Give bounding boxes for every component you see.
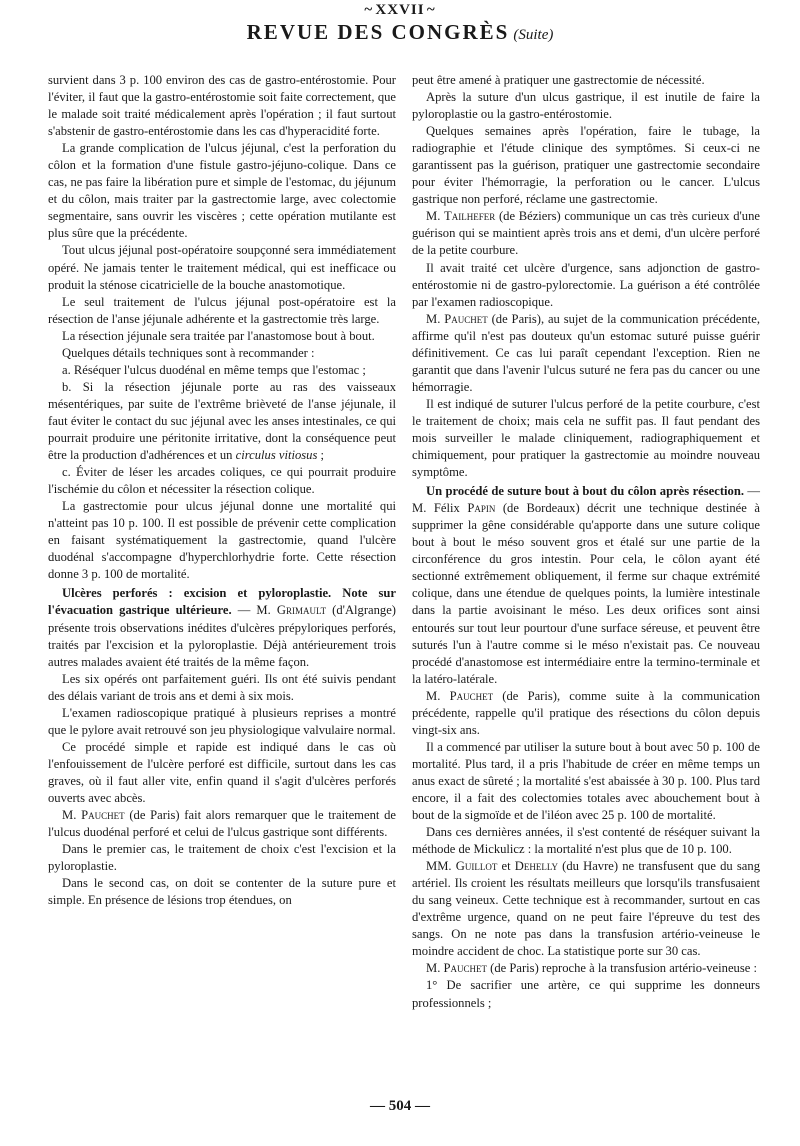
page-number: — 504 —	[370, 1098, 430, 1114]
ornament-left-icon: ~	[364, 2, 376, 18]
paragraph: Quelques semaines après l'opération, faire le tubage, la radiographie et l'étude clinique des symptômes. Si ceux-ci ne garantissent pas la guérison, pratiquer une gastrectomie secondaire pour éviter l'hémorragie, la perforation ou le cancer. L'ulcus gastrique non perforé, réclame une gastrectomie.	[412, 124, 760, 207]
paragraph: Après la suture d'un ulcus gastrique, il est inutile de faire la pyloroplastie ou la gastro-entérostomie.	[412, 90, 760, 122]
author-name: Guillot	[455, 859, 498, 874]
paragraph: 1° De sacrifier une artère, ce qui supprime les donneurs professionnels ;	[412, 978, 760, 1010]
paragraph: c. Éviter de léser les arcades coliques, ce qui pourrait produire l'ischémie du côlon et nécessiter la résection colique.	[48, 465, 396, 497]
ornament-right-icon: ~	[424, 2, 436, 18]
paragraph: La grande complication de l'ulcus jéjunal, c'est la perforation du côlon et la formation d'une fistule gastro-jéjuno-colique. Dans ce cas, ne pas faire la libération pure et simple de l'estomac, du jéjunum et du côlon, mais traiter par la gastrectomie large, avec colectomie segmentaire, sans ouvrir les viscères ; cette opération mutilante est plus sûre que la précédente.	[48, 141, 396, 241]
paragraph: Le seul traitement de l'ulcus jéjunal post-opératoire est la résection de l'anse jéjunale adhérente et la gastrectomie très large.	[48, 294, 396, 326]
paragraph: Tout ulcus jéjunal post-opératoire soupçonné sera immédiatement opéré. Ne jamais tenter le traitement médical, qui est inefficace ou produit la sténose cicatricielle de la bouche anastomotique.	[48, 243, 396, 292]
paragraph: peut être amené à pratiquer une gastrectomie de nécessité.	[412, 73, 705, 87]
paragraph: L'examen radioscopique pratiqué à plusieurs reprises a montré que le pylore avait retrouvé son jeu physiologique valvulaire normal.	[48, 705, 396, 737]
latin-term: circulus vitiosus	[235, 448, 318, 463]
author-name: Pauchet	[443, 961, 488, 976]
paragraph: Ce procédé simple et rapide est indiqué dans le cas où l'enfouissement de l'ulcère perforé est difficile, surtout dans les cas graves, où il faut aller vite, enfin quand il s'agit d'ulcères perforés ouverts avec abcès.	[48, 739, 396, 805]
section-heading: Ulcères perforés : excision et pyloroplastie. Note sur l'évacuation gastrique ultérieure.	[48, 586, 396, 618]
section-paragraph: Un procédé de suture bout à bout du côlon après résection. — M. Félix Papin (de Bordeaux) décrit une technique destinée à supprimer la gêne considérable qu'apporte dans une suture colique bout à bout le méso souvent gros et étalé sur une partie de la circonférence du gros intestin. Pour cela, le côlon ayant été sectionné extrêmement obliquement, il ferme sur chaque extrémité colique, dans une étendue de quelques points, la lumière intestinale dans la partie avoisinant le méso. Les deux orifices sont ainsi entourés sur tout leur pourtour d'une surface séreuse, et peuvent être suturés l'un à l'autre comme si le méso n'existait pas. Ce nouveau procédé d'anastomose est intermédiaire entre la termino-terminale et la latéro-latérale.	[412, 484, 760, 686]
author-name: Tailhefer	[444, 209, 496, 224]
section-roman-numeral	[0, 2, 800, 19]
paragraph: Il est indiqué de suturer l'ulcus perforé de la petite courbure, c'est le traitement de choix; mais cela ne suffit pas. Il faut pendant des mois surveiller le malade cliniquement, radiographiquement et chimiquement, pour pratiquer la gastrectomie au moindre nouveau symptôme.	[412, 396, 760, 480]
paragraph: Dans ces dernières années, il s'est contenté de réséquer suivant la méthode de Mickulicz : la mortalité n'est plus que de 10 p. 100.	[412, 825, 760, 857]
paragraph: Quelques détails techniques sont à recommander :	[62, 345, 315, 360]
header-suite-text: (Suite)	[513, 27, 554, 43]
header-title-text: REVUE DES CONGRÈS	[246, 20, 510, 44]
author-name: Pauchet	[449, 688, 494, 703]
paragraph: La gastrectomie pour ulcus jéjunal donne une mortalité qui n'atteint pas 10 p. 100. Il est possible de prévenir cette complication en faisant systématiquement la gastrectomie, quand l'ulcère duodénal s'accompagne d'hyperchlorhydrie forte. Cette résection donne 3 p. 100 de mortalité.	[48, 499, 396, 582]
author-name: Pauchet	[444, 311, 488, 326]
author-name: Papin	[467, 501, 496, 516]
paragraph: La résection jéjunale sera traitée par l'anastomose bout à bout.	[62, 328, 375, 343]
paragraph: MM. Guillot et Dehelly (du Havre) ne transfusent que du sang artériel. Ils croient les résultats meilleurs que lorsqu'ils transfusaient du sang veineux. Cette technique est à recommander, surtout en cas d'extrême urgence, quand on ne peut faire l'épreuve du test des sangs. On ne note pas dans la transfusion artério-veineuse le moindre accident de choc. La statistique porte sur 30 cas.	[412, 859, 760, 959]
paragraph: Il avait traité cet ulcère d'urgence, sans adjonction de gastro-entérostomie ni de gastro-pylorectomie. La guérison a été contrôlée par l'examen radioscopique.	[412, 260, 760, 309]
right-column	[412, 72, 760, 1012]
author-name: Grimault	[276, 603, 327, 618]
paragraph: M. Pauchet (de Paris), comme suite à la communication précédente, rappelle qu'il pratique des résections du côlon depuis vingt-six ans.	[412, 688, 760, 737]
section-paragraph: Ulcères perforés : excision et pyloroplastie. Note sur l'évacuation gastrique ultérieure. — M. Grimault (d'Algrange) présente trois observations inédites d'ulcères prépyloriques perforés, traités par l'excision et la pyloroplastie. Déjà antérieurement trois autres malades avaient été traités de la même façon.	[48, 586, 396, 669]
paragraph: b. Si la résection jéjunale porte au ras des vaisseaux mésentériques, par suite de l'extrême brièveté de l'anse jéjunale, il faut éviter le contact du suc jéjunal avec les anses intestinales, ce qui pourrait produire une péritonite irritative, dont la conséquence peut être la production d'adhérences et un circulus vitiosus ;	[48, 379, 396, 463]
paragraph: Dans le premier cas, le traitement de choix c'est l'excision et la pyloroplastie.	[48, 842, 396, 874]
paragraph: M. Pauchet (de Paris) reproche à la transfusion artério-veineuse :	[426, 961, 757, 976]
paragraph: Il a commencé par utiliser la suture bout à bout avec 50 p. 100 de mortalité. Plus tard, il a pris l'habitude de créer en même temps un anus exact de sûreté ; la mortalité s'est abaissée à 30 p. 100. Plus tard encore, il a fait des colectomies totales avec abouchement bout à bout de la sigmoïde et de l'iléon avec 25 p. 100 de mortalité.	[412, 739, 760, 823]
paragraph: M. Pauchet (de Paris), au sujet de la communication précédente, affirme qu'il n'est pas douteux qu'un estomac suturé puisse guérir définitivement. Ce cas lui paraît cependant l'exception. Rien ne garantit que dans l'avenir l'ulcus suturé ne fera pas du cancer ou une hémorragie.	[412, 311, 760, 394]
paragraph: survient dans 3 p. 100 environ des cas de gastro-entérostomie. Pour l'éviter, il faut que la gastro-entérostomie soit faite correctement, que le malade soit traité médicalement après l'opération ; il faut surtout s'abstenir de gastro-entérostomie dans les cas d'hyperacidité forte.	[48, 73, 396, 139]
paragraph: a. Réséquer l'ulcus duodénal en même temps que l'estomac ;	[62, 362, 366, 377]
section-heading: Un procédé de suture bout à bout du côlon après résection.	[426, 484, 744, 499]
paragraph: Dans le second cas, on doit se contenter de la suture pure et simple. En présence de lésions trop étendues, on	[48, 876, 396, 908]
left-column	[48, 72, 396, 909]
paragraph: M. Tailhefer (de Béziers) communique un cas très curieux d'une guérison qui se maintient après trois ans et demi, d'un ulcère perforé de la petite courbure.	[412, 209, 760, 258]
roman-numeral-text: XXVII	[375, 2, 425, 18]
author-name: Dehelly	[514, 859, 558, 874]
paragraph: Les six opérés ont parfaitement guéri. Ils ont été suivis pendant des délais variant de trois ans et demi à six mois.	[48, 671, 396, 703]
page-header	[0, 20, 800, 45]
paragraph: M. Pauchet (de Paris) fait alors remarquer que le traitement de l'ulcus duodénal perforé et celui de l'ulcus gastrique sont différents.	[48, 808, 396, 840]
author-name: Pauchet	[81, 808, 125, 823]
